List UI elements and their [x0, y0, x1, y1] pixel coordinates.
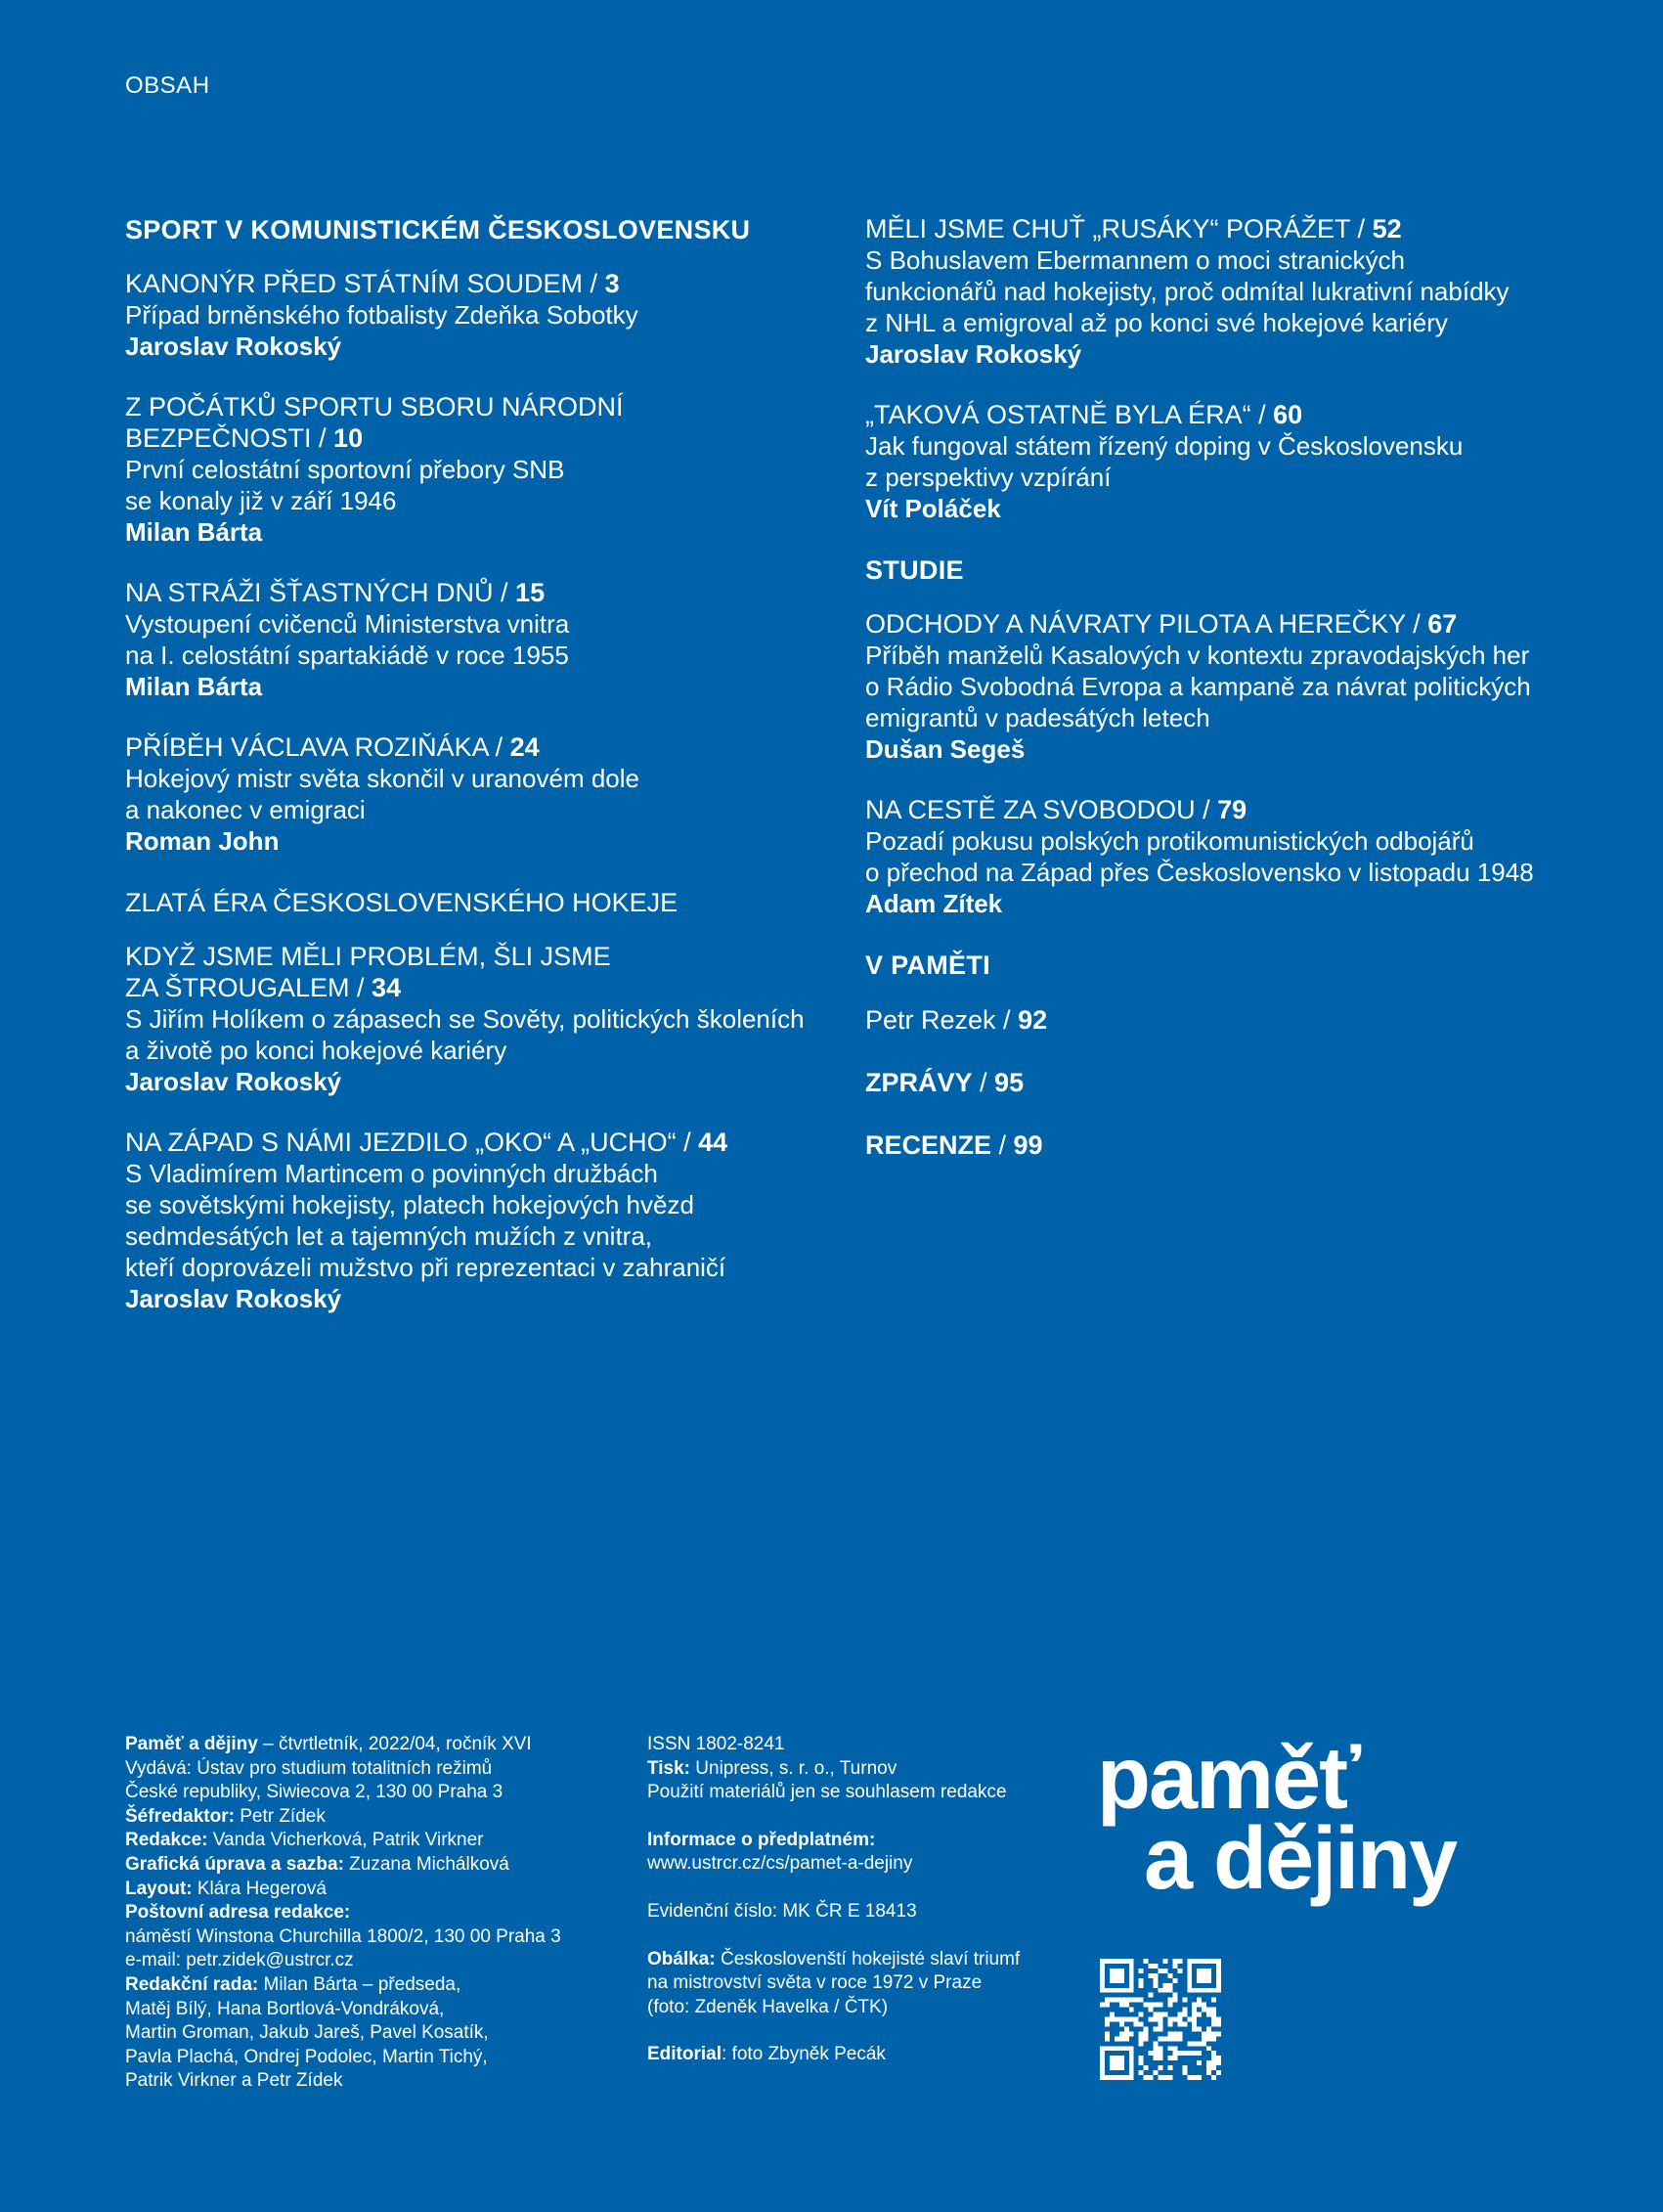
imprint-line: Paměť a dějiny – čtvrtletník, 2022/04, ročník XVI	[125, 1734, 532, 1754]
toc-entry[interactable]	[865, 608, 1569, 765]
issn: ISSN 1802-8241	[647, 1734, 785, 1754]
entry-author: Jaroslav Rokoský	[125, 1284, 342, 1313]
toc-entry[interactable]	[125, 941, 829, 1097]
toc-entry[interactable]	[125, 1127, 829, 1314]
logo-line-1: paměť	[1097, 1730, 1360, 1828]
toc-left-column	[125, 213, 829, 1344]
subscription-label: Informace o předplatném:	[647, 1829, 876, 1850]
subsection-title: ZLATÁ ÉRA ČESKOSLOVENSKÉHO HOKEJE	[125, 888, 678, 917]
imprint-left	[125, 1733, 614, 2094]
subscription-link[interactable]: www.ustrcr.cz/cs/pamet-a-dejiny	[647, 1853, 913, 1875]
toc-entry[interactable]	[865, 399, 1569, 524]
entry-title: PŘÍBĚH VÁCLAVA ROZIŇÁKA / 24	[125, 732, 540, 762]
entry-author: Vít Poláček	[865, 494, 1001, 523]
toc-entry[interactable]	[125, 577, 829, 702]
page-number: 34	[372, 973, 402, 1002]
qr-code-icon[interactable]	[1100, 1959, 1221, 2080]
entry-description: Hokejový mistr světa skončil v uranovém dole a nakonec v emigraci	[125, 764, 639, 824]
entry-description: Příběh manželů Kasalových v kontextu zpravodajských her o Rádio Svobodná Evropa a kampaně za návrat politických emigrantů v padesátých letech	[865, 641, 1531, 732]
imprint-line: Grafická úprava a sazba: Zuzana Michálková	[125, 1853, 509, 1875]
imprint-middle	[647, 1733, 1077, 2067]
entry-author: Milan Bárta	[125, 517, 263, 547]
entry-author: Jaroslav Rokoský	[125, 332, 342, 361]
entry-author: Jaroslav Rokoský	[125, 1067, 342, 1096]
entry-title: KDYŽ JSME MĚLI PROBLÉM, ŠLI JSME ZA ŠTROUGALEM / 34	[125, 942, 611, 1002]
page-number: 24	[509, 732, 540, 762]
entry-description: S Bohuslavem Ebermannem o moci stranických funkcionářů nad hokejisty, proč odmítal lukrativní nabídky z NHL a emigroval až po konci své hokejové kariéry	[865, 245, 1510, 337]
entry-description: Jak fungoval státem řízený doping v Československu z perspektivy vzpírání	[865, 431, 1464, 492]
section-title: SPORT V KOMUNISTICKÉM ČESKOSLOVENSKU	[125, 215, 751, 244]
magazine-logo	[1097, 1730, 1488, 1908]
entry-title: NA CESTĚ ZA SVOBODOU / 79	[865, 795, 1247, 824]
imprint-line: Vydává: Ústav pro studium totalitních režimů České republiky, Siwiecova 2, 130 00 Praha 3	[125, 1757, 503, 1803]
page-number: 99	[1013, 1130, 1043, 1160]
section-title-studie: STUDIE	[865, 555, 964, 585]
entry-description: První celostátní sportovní přebory SNB se konaly již v září 1946	[125, 455, 565, 515]
imprint-line: Poštovní adresa redakce: náměstí Winstona Churchilla 1800/2, 130 00 Praha 3 e-mail: petr.zidek@ustrcr.cz	[125, 1902, 561, 1971]
editorial-credit: Editorial: foto Zbyněk Pecák	[647, 2044, 886, 2065]
toc-entry-v-pameti[interactable]: Petr Rezek / 92	[865, 1005, 1048, 1035]
imprint-line: Redakce: Vanda Vicherková, Patrik Virkner	[125, 1830, 484, 1851]
entry-title: Z POČÁTKŮ SPORTU SBORU NÁRODNÍ BEZPEČNOSTI / 10	[125, 392, 624, 453]
entry-author: Adam Zítek	[865, 889, 1003, 918]
toc-entry[interactable]	[125, 391, 829, 548]
imprint-line: Redakční rada: Milan Bárta – předseda, Matěj Bílý, Hana Bortlová-Vondráková, Martin Groman, Jakub Jareš, Pavel Kosatík, Pavla Plachá, Ondrej Podolec, Martin Tichý, Patrik Virkner a Petr Zídek	[125, 1973, 489, 2092]
entry-description: S Vladimírem Martincem o povinných družbách se sovětskými hokejisty, platech hokejových hvězd sedmdesátých let a tajemných mužích z vnitra, kteří doprovázeli mužstvo při reprezentaci v zahraničí	[125, 1159, 726, 1282]
page-number: 92	[1018, 1005, 1048, 1035]
toc-entry[interactable]	[125, 268, 829, 362]
toc-entry[interactable]	[125, 731, 829, 857]
toc-entry[interactable]	[865, 794, 1569, 919]
page-number: 15	[515, 578, 546, 607]
entry-author: Jaroslav Rokoský	[865, 339, 1082, 369]
page-number: 10	[333, 423, 364, 453]
entry-description: Případ brněnského fotbalisty Zdeňka Sobotky	[125, 300, 638, 330]
imprint-line: Šéfredaktor: Petr Zídek	[125, 1805, 326, 1827]
entry-title: MĚLI JSME CHUŤ „RUSÁKY“ PORÁŽET / 52	[865, 214, 1402, 243]
toc-right-column	[865, 213, 1569, 1191]
tisk-line: Tisk: Unipress, s. r. o., Turnov	[647, 1757, 897, 1779]
page-number: 60	[1273, 400, 1303, 429]
page-label: OBSAH	[125, 72, 210, 99]
registration-number: Evidenční číslo: MK ČR E 18413	[647, 1900, 917, 1922]
page-number: 44	[698, 1128, 728, 1157]
entry-description: Pozadí pokusu polských protikomunistických odbojářů o přechod na Západ přes Československo v listopadu 1948	[865, 826, 1534, 887]
page-number: 3	[604, 269, 620, 298]
toc-entry-zpravy[interactable]: ZPRÁVY / 95	[865, 1068, 1025, 1097]
toc-entry[interactable]	[865, 213, 1569, 370]
cover-credit: Obálka: Českoslovenští hokejisté slaví triumf na mistrovství světa v roce 1972 v Praze (foto: Zdeněk Havelka / ČTK)	[647, 1948, 1021, 2017]
usage-note: Použití materiálů jen se souhlasem redakce	[647, 1782, 1007, 1803]
entry-author: Dušan Segeš	[865, 734, 1026, 764]
entry-author: Milan Bárta	[125, 672, 263, 701]
toc-entry-recenze[interactable]: RECENZE / 99	[865, 1130, 1043, 1160]
entry-title: ODCHODY A NÁVRATY PILOTA A HEREČKY / 67	[865, 609, 1458, 639]
entry-title: NA STRÁŽI ŠŤASTNÝCH DNŮ / 15	[125, 578, 546, 607]
entry-author: Roman John	[125, 826, 280, 856]
entry-title: NA ZÁPAD S NÁMI JEZDILO „OKO“ A „UCHO“ / 44	[125, 1128, 728, 1157]
entry-title: KANONÝR PŘED STÁTNÍM SOUDEM / 3	[125, 269, 620, 298]
page-number: 52	[1372, 214, 1402, 243]
page-number: 67	[1427, 609, 1458, 639]
page-number: 79	[1217, 795, 1247, 824]
imprint-line: Layout: Klára Hegerová	[125, 1878, 327, 1899]
logo-line-2: a dějiny	[1144, 1810, 1457, 1908]
section-title-v-pameti: V PAMĚTI	[865, 951, 990, 980]
entry-description: Vystoupení cvičenců Ministerstva vnitra na I. celostátní spartakiádě v roce 1955	[125, 609, 570, 670]
entry-title: „TAKOVÁ OSTATNĚ BYLA ÉRA“ / 60	[865, 400, 1303, 429]
page-number: 95	[994, 1068, 1025, 1097]
entry-description: S Jiřím Holíkem o zápasech se Sověty, politických školeních a životě po konci hokejové kariéry	[125, 1004, 805, 1065]
